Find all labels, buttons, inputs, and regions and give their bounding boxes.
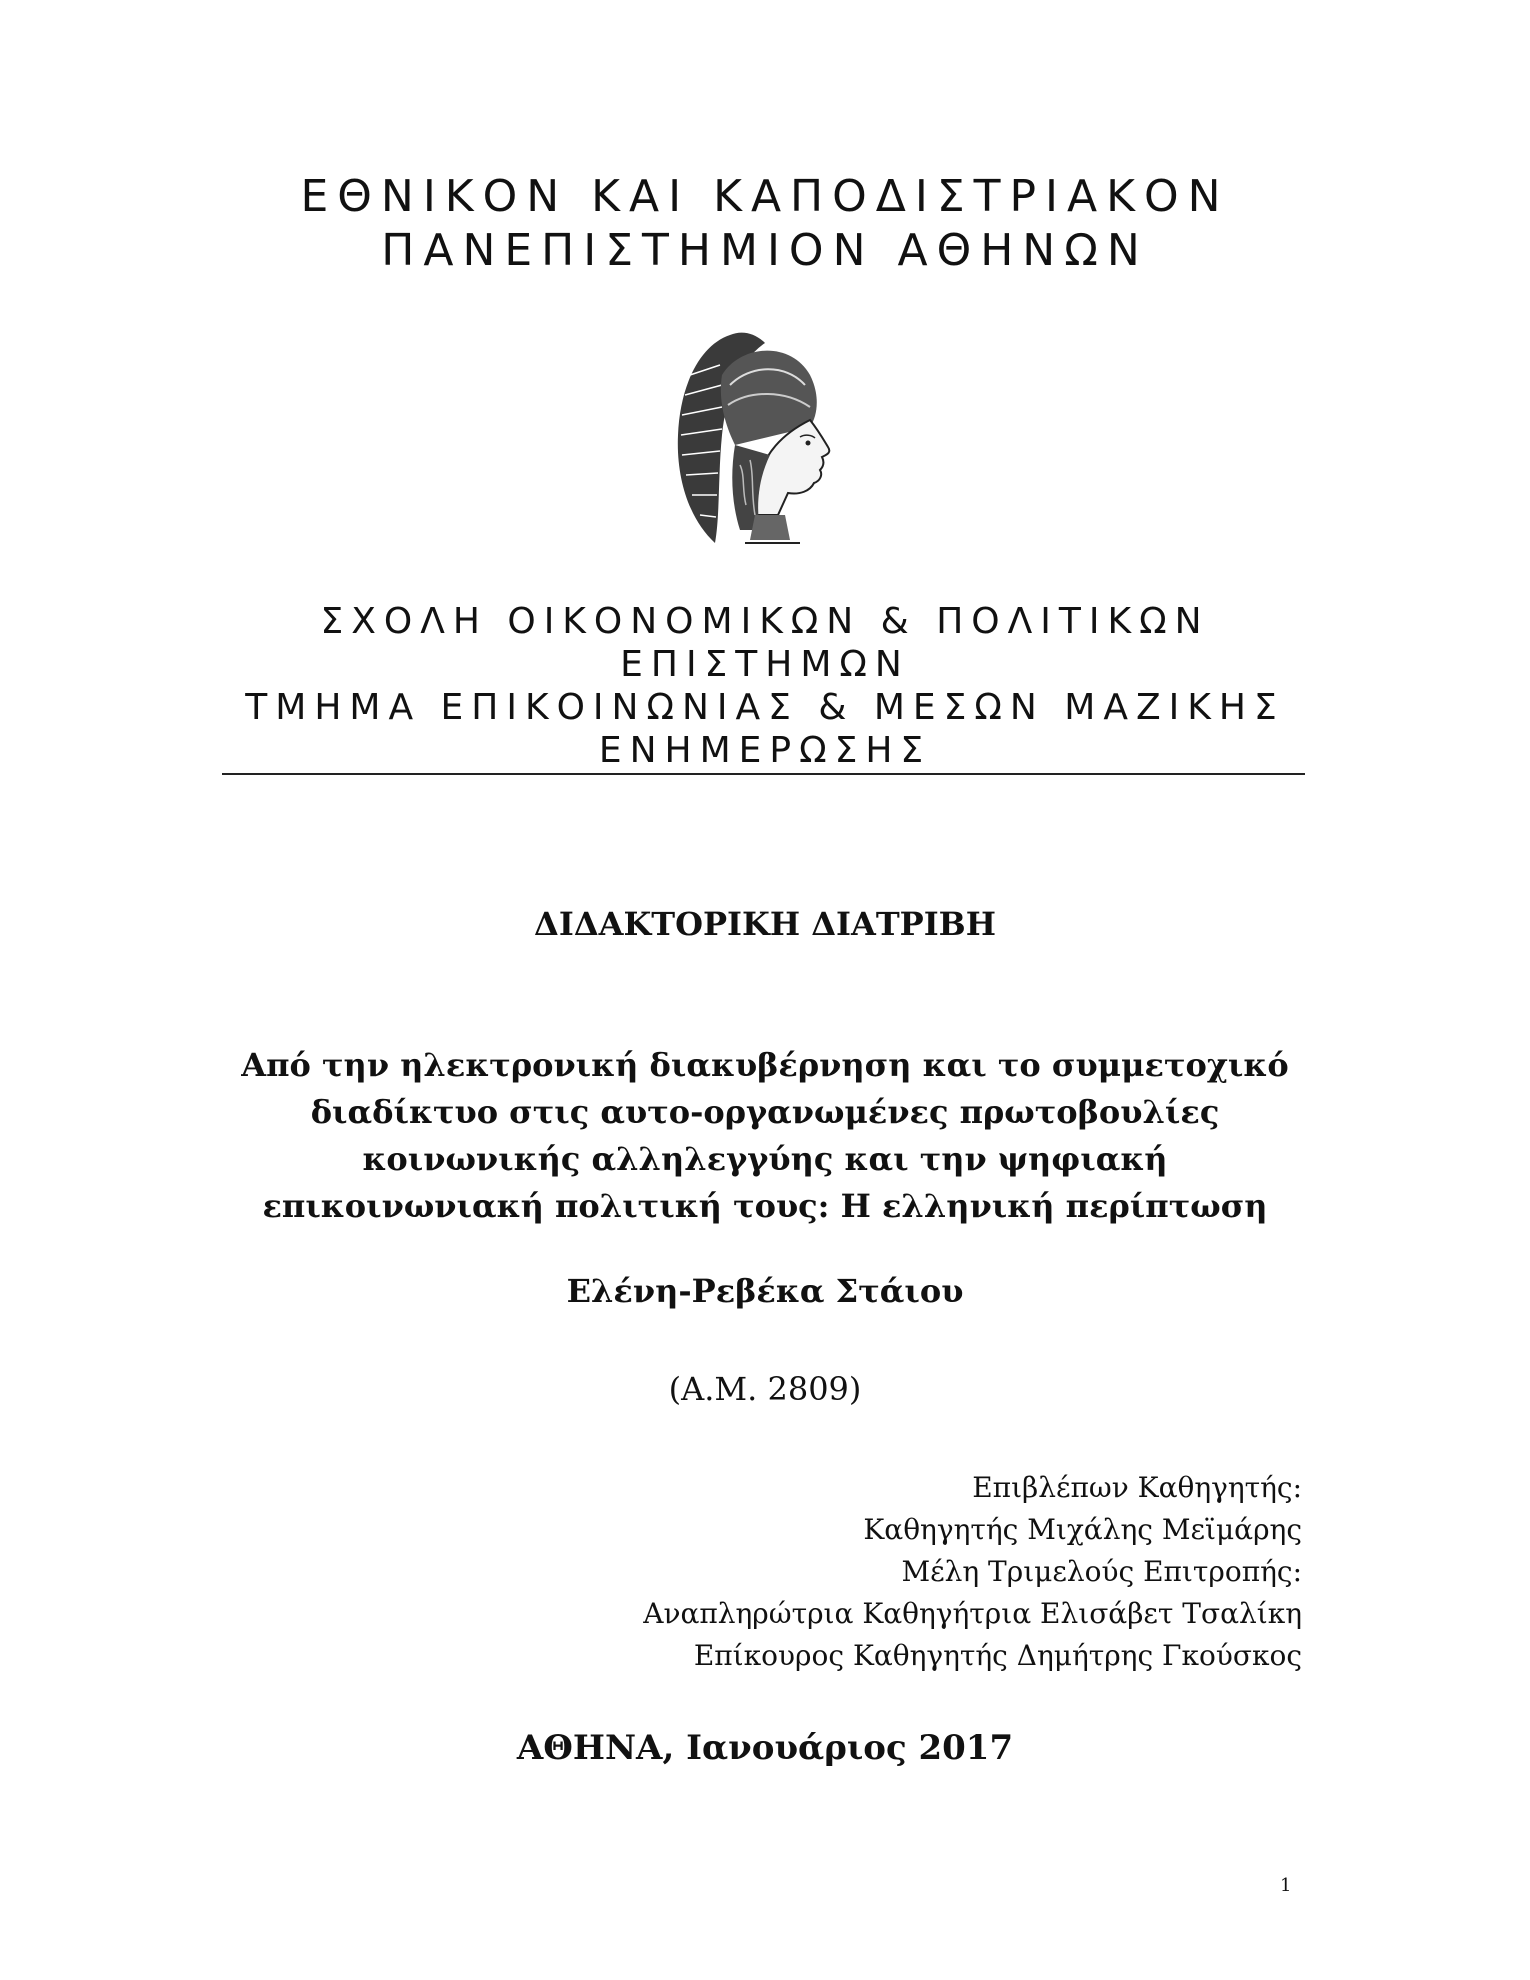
author-name: Ελένη-Ρεβέκα Στάιου bbox=[566, 1272, 964, 1310]
document-type: ΔΙΔΑΚΤΟΡΙΚΗ ΔΙΑΤΡΙΒΗ bbox=[534, 905, 996, 943]
committee-members-label: Μέλη Τριμελούς Επιτροπής: bbox=[901, 1555, 1302, 1588]
school-department bbox=[0, 600, 1530, 772]
horizontal-divider bbox=[222, 773, 1305, 775]
thesis-title-line4: επικοινωνιακή πολιτική τους: Η ελληνική περίπτωση bbox=[262, 1187, 1268, 1225]
thesis-title bbox=[0, 1042, 1530, 1230]
department-line2: ΕΝΗΜΕΡΩΣΗΣ bbox=[598, 730, 932, 771]
committee-block bbox=[643, 1467, 1302, 1677]
thesis-title-line3: κοινωνικής αλληλεγγύης και την ψηφιακή bbox=[362, 1140, 1168, 1178]
university-name bbox=[0, 170, 1530, 278]
university-name-line1: ΕΘΝΙΚΟΝ ΚΑΙ ΚΑΠΟΔΙΣΤΡΙΑΚΟΝ bbox=[300, 171, 1230, 222]
committee-member-1: Αναπληρώτρια Καθηγήτρια Ελισάβετ Τσαλίκη bbox=[643, 1597, 1302, 1630]
supervisor-name: Καθηγητής Μιχάλης Μεϊμάρης bbox=[863, 1513, 1302, 1546]
university-name-line2: ΠΑΝΕΠΙΣΤΗΜΙΟΝ ΑΘΗΝΩΝ bbox=[381, 225, 1149, 276]
supervisor-label: Επιβλέπων Καθηγητής: bbox=[972, 1471, 1302, 1504]
committee-member-2: Επίκουρος Καθηγητής Δημήτρης Γκούσκος bbox=[693, 1639, 1302, 1672]
athena-helmet-emblem-icon bbox=[660, 315, 850, 555]
page-number: 1 bbox=[1280, 1875, 1292, 1896]
school-line1: ΣΧΟΛΗ ΟΙΚΟΝΟΜΙΚΩΝ & ΠΟΛΙΤΙΚΩΝ bbox=[320, 601, 1210, 642]
department-line1: ΤΜΗΜΑ ΕΠΙΚΟΙΝΩΝΙΑΣ & ΜΕΣΩΝ ΜΑΖΙΚΗΣ bbox=[245, 687, 1285, 728]
thesis-title-line1: Από την ηλεκτρονική διακυβέρνηση και το συμμετοχικό bbox=[241, 1046, 1289, 1084]
school-line2: ΕΠΙΣΤΗΜΩΝ bbox=[620, 644, 910, 685]
place-date: ΑΘΗΝΑ, Ιανουάριος 2017 bbox=[516, 1728, 1014, 1768]
registration-number: (Α.Μ. 2809) bbox=[668, 1370, 862, 1408]
thesis-title-line2: διαδίκτυο στις αυτο-οργανωμένες πρωτοβουλίες bbox=[310, 1093, 1220, 1131]
